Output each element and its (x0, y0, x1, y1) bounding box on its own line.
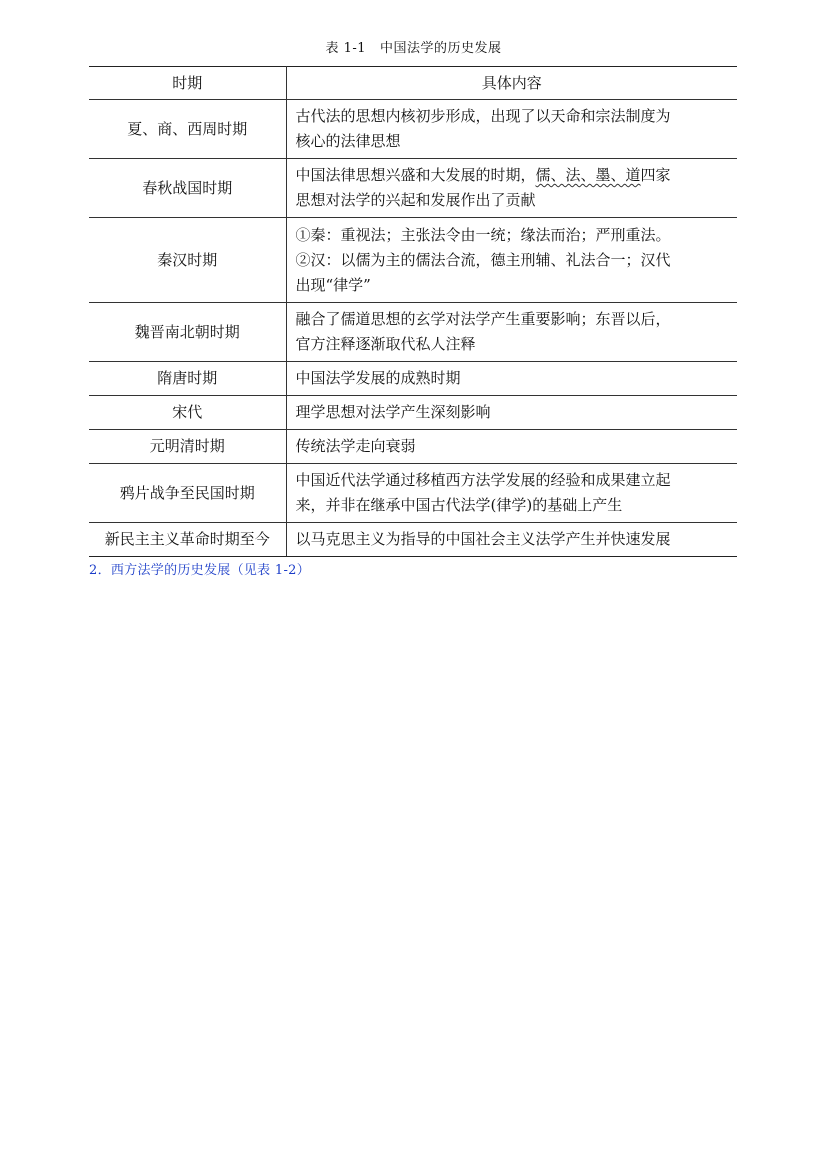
content-line: 中国法学发展的成熟时期 (295, 369, 461, 387)
table-number: 表 1-1 (325, 41, 367, 56)
table-row (89, 362, 737, 396)
content-cell (286, 523, 737, 557)
content-line: 传统法学走向衰弱 (295, 437, 416, 455)
history-table (89, 66, 737, 557)
content-line: 理学思想对法学产生深刻影响 (295, 403, 491, 421)
table-row (89, 100, 737, 159)
table-title: 中国法学的历史发展 (380, 41, 502, 56)
period-cell: 新民主主义革命时期至今 (89, 523, 286, 557)
content-cell (286, 396, 737, 430)
period-cell: 夏、商、西周时期 (89, 100, 286, 159)
table-row (89, 396, 737, 430)
period-cell: 元明清时期 (89, 430, 286, 464)
content-line: 出现“律学” (295, 275, 371, 294)
content-line (296, 163, 730, 188)
table-row (89, 523, 737, 557)
content-cell (286, 303, 737, 362)
table-caption (0, 40, 827, 58)
column-header-content: 具体内容 (286, 67, 737, 100)
content-line: 核心的法律思想 (295, 132, 401, 150)
content-text: 四家 (640, 166, 671, 184)
period-cell: 秦汉时期 (89, 218, 286, 303)
content-line: 以马克思主义为指导的中国社会主义法学产生并快速发展 (295, 530, 671, 548)
content-text: 中国法律思想兴盛和大发展的时期， (295, 166, 536, 184)
table-row (89, 430, 737, 464)
content-line: 来，并非在继承中国古代法学(律学)的基础上产生 (295, 496, 623, 514)
content-cell (286, 464, 737, 523)
period-cell: 春秋战国时期 (89, 159, 286, 218)
period-cell: 鸦片战争至民国时期 (89, 464, 286, 523)
content-line: 中国近代法学通过移植西方法学发展的经验和成果建立起 (295, 471, 671, 489)
content-line: ①秦：重视法；主张法令由一统；缘法而治；严刑重法。 (295, 225, 671, 244)
content-line: 官方注释逐渐取代私人注释 (295, 335, 476, 353)
table-row (89, 159, 737, 218)
content-line: 古代法的思想内核初步形成，出现了以天命和宗法制度为 (295, 107, 671, 125)
table-row (89, 303, 737, 362)
table-header-row (89, 67, 737, 100)
period-cell: 宋代 (89, 396, 286, 430)
column-header-period: 时期 (89, 67, 286, 100)
content-cell (286, 100, 737, 159)
table-row (89, 464, 737, 523)
content-line: 思想对法学的兴起和发展作出了贡献 (295, 191, 536, 209)
content-line: ②汉：以儒为主的儒法合流，德主刑辅、礼法合一；汉代 (295, 250, 671, 269)
content-cell (286, 159, 737, 218)
content-cell (286, 218, 737, 303)
content-cell (286, 362, 737, 396)
period-cell: 魏晋南北朝时期 (89, 303, 286, 362)
section-heading-link[interactable]: 2．西方法学的历史发展（见表 1-2） (89, 563, 311, 578)
content-line: 融合了儒道思想的玄学对法学产生重要影响；东晋以后， (295, 310, 671, 328)
emphasized-schools: 儒、法、墨、道 (535, 166, 641, 184)
content-cell (286, 430, 737, 464)
table-row (89, 218, 737, 303)
period-cell: 隋唐时期 (89, 362, 286, 396)
